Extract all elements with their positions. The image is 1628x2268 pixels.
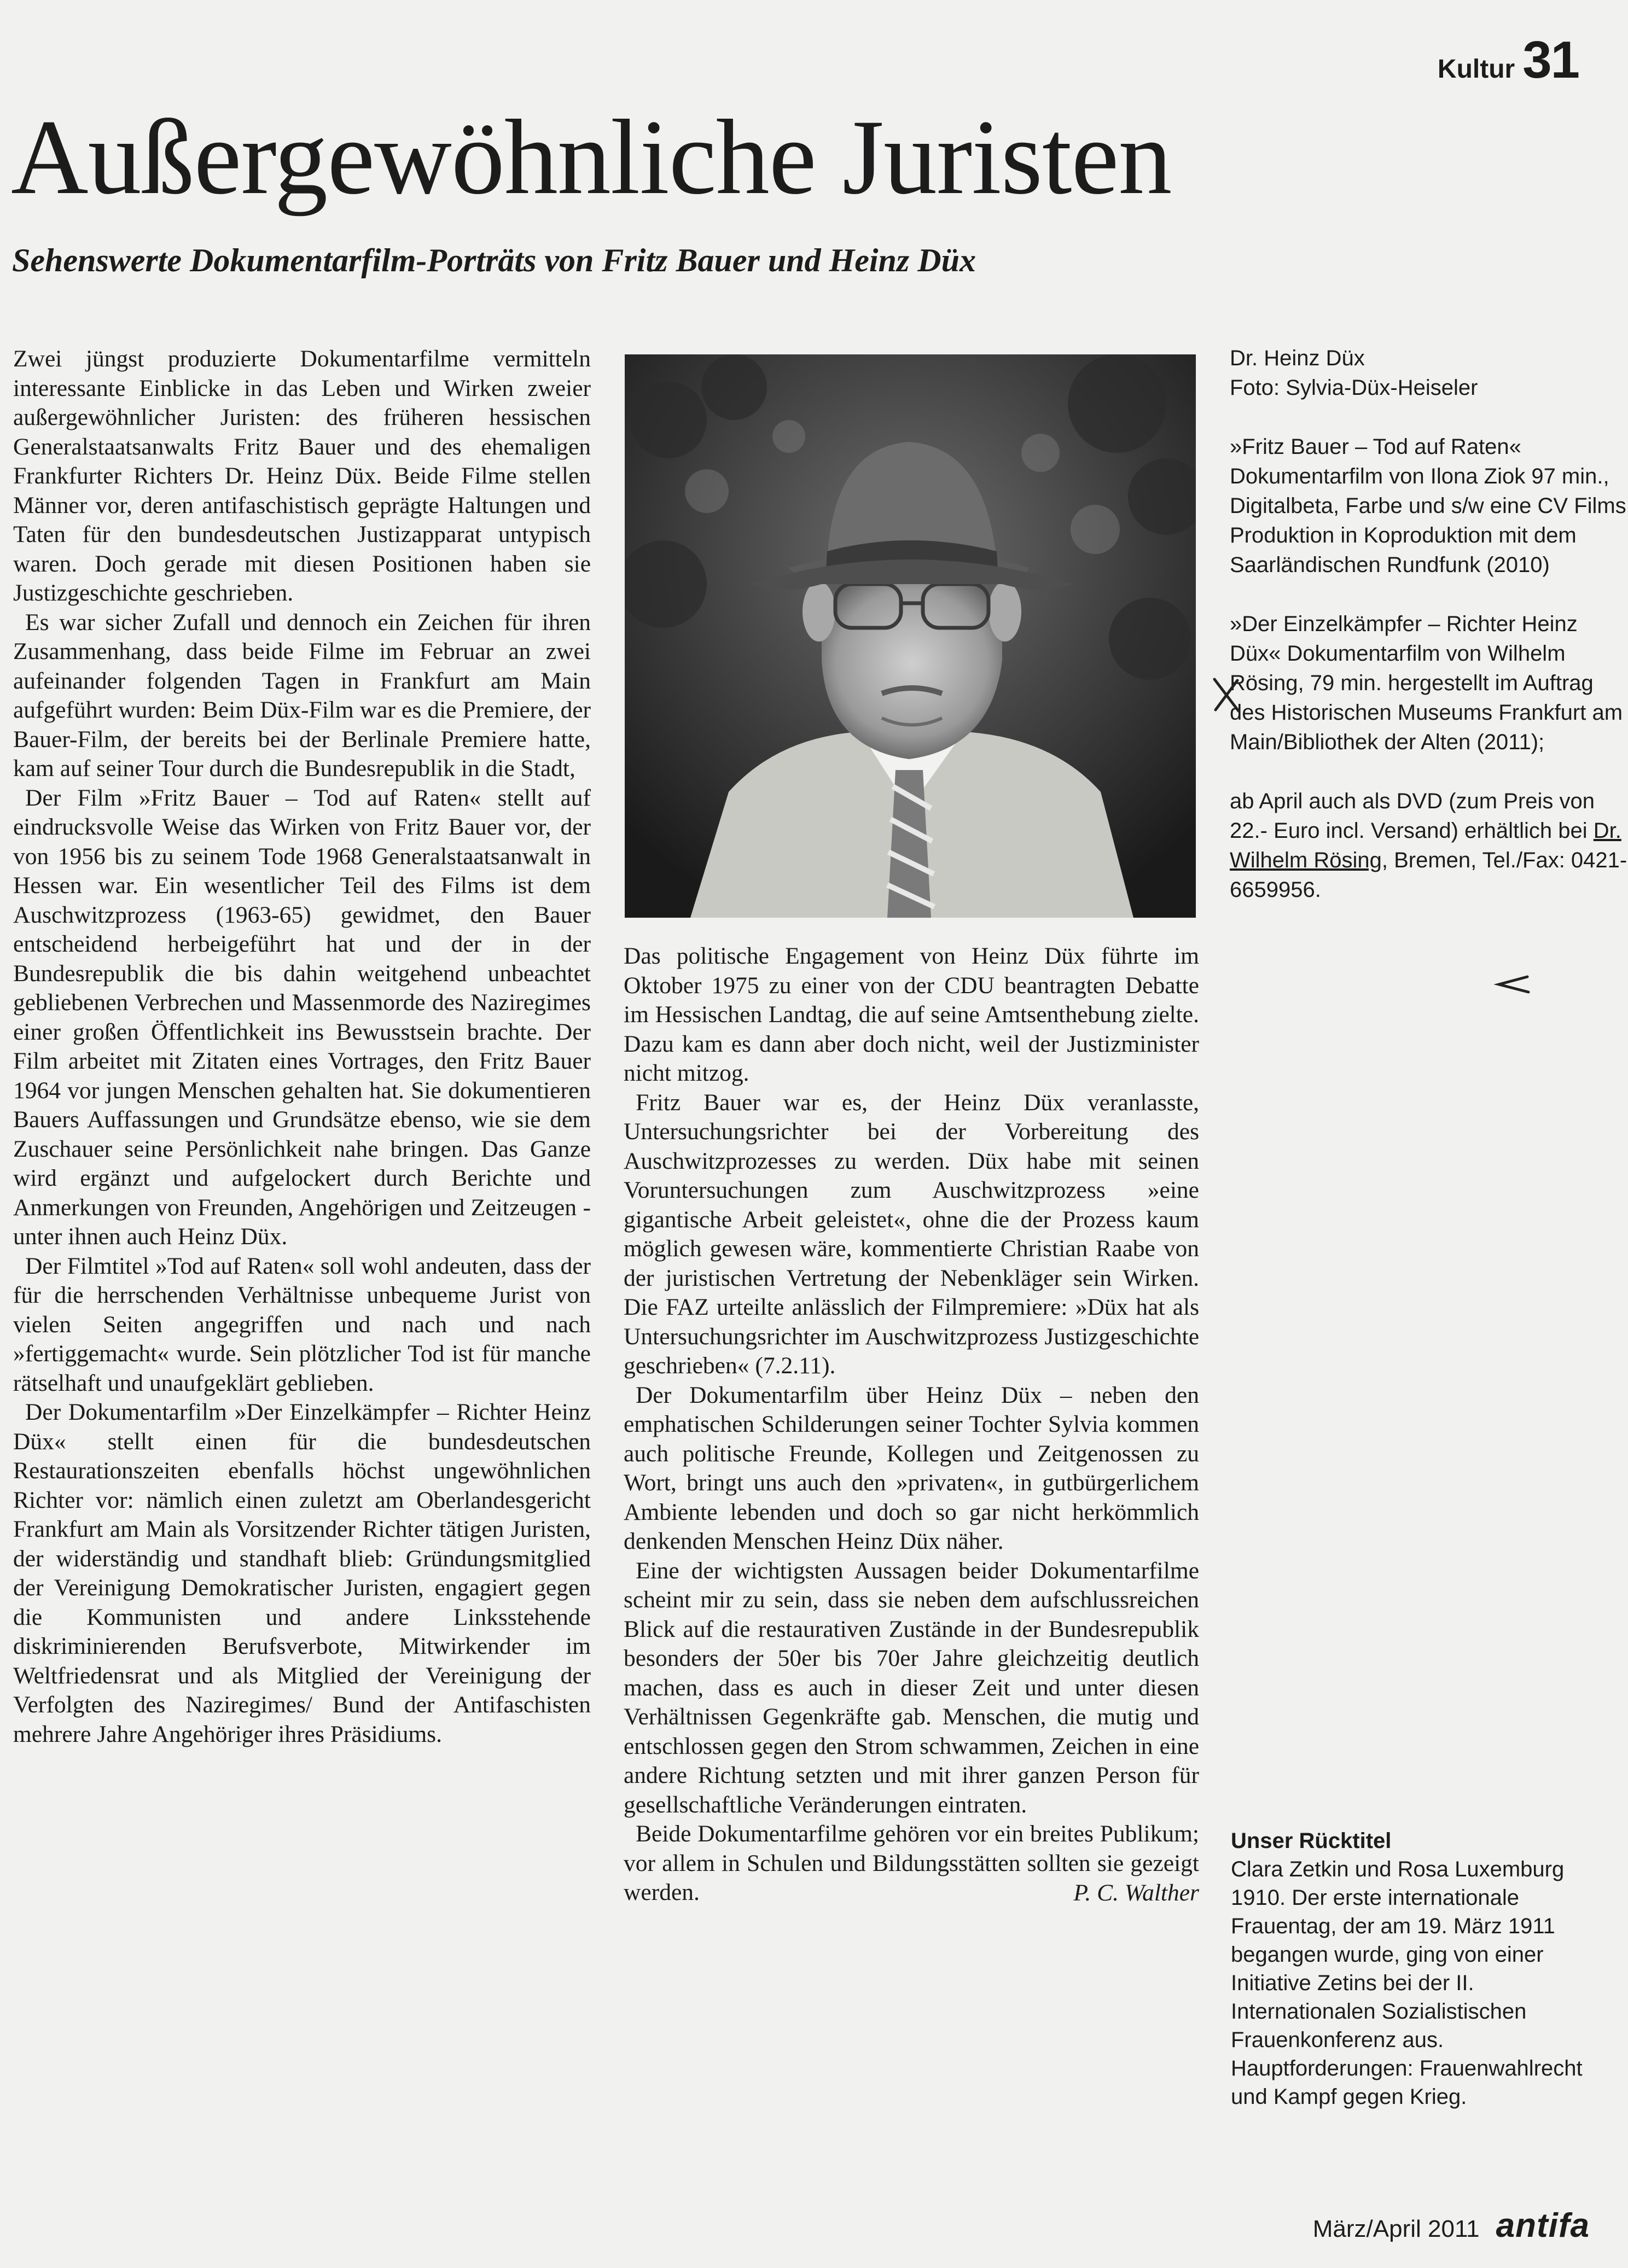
article-paragraph: Das politische Engagement von Heinz Düx führte im Oktober 1975 zu einer von der CDU beantragten Debatte im Hessischen Landtag, die auf seine Amtsenthebung zielte. Dazu kam es dann aber doch nicht, weil der Justizminister nicht mitzog. bbox=[624, 943, 1199, 1086]
section-name: Kultur bbox=[1437, 55, 1515, 84]
back-cover-caption bbox=[1231, 1827, 1619, 2111]
portrait-photo bbox=[625, 354, 1196, 918]
article-paragraph: Eine der wichtigsten Aussagen beider Dokumentarfilme scheint mir zu sein, dass sie neben dem aufschlussreichen Blick auf die restaurativen Zustände in der Bundesrepublik besonders der 50er bis 70er Jahre gleichzeitig deutlich machen, dass es auch in dieser Zeit und unter diesen Verhältnissen Gegenkräfte gab. Menschen, die mutig und entschlossen gegen den Strom schwammen, Zeichen in eine andere Richtung setzten und mit ihrer ganzen Person für gesellschaftliche Veränderungen eintraten. bbox=[624, 1557, 1199, 1818]
issue-date: März/April 2011 bbox=[1312, 2215, 1480, 2242]
article-column-2 bbox=[624, 942, 1199, 1908]
page-footer bbox=[1313, 2206, 1590, 2245]
dvd-info bbox=[1230, 786, 1628, 905]
magazine-logo: antifa bbox=[1496, 2207, 1590, 2244]
article-paragraph: Der Filmtitel »Tod auf Raten« soll wohl andeuten, dass der für die herrschenden Verhältnisse unbequeme Jurist von vielen Seiten angegriffen und nach und nach »fertiggemacht« wurde. Sein plötzlicher Tod ist für manche rätselhaft und unaufgeklärt geblieben. bbox=[13, 1252, 591, 1396]
dvd-info-prefix: ab April auch als DVD (zum Preis von 22.- Euro incl. Versand) erhältlich bei bbox=[1230, 789, 1595, 843]
dvd-info-suffix: , Bremen, Tel./Fax: 0421-6659956. bbox=[1230, 848, 1627, 902]
headline: Außergewöhnliche Juristen bbox=[11, 98, 1172, 217]
back-cover-title: Unser Rücktitel bbox=[1231, 1829, 1392, 1853]
page-header bbox=[1438, 30, 1579, 90]
article-paragraph: Der Film »Fritz Bauer – Tod auf Raten« stellt auf eindrucksvolle Weise das Wirken von Fritz Bauer vor, der von 1956 bis zu seinem Tode 1968 Generalstaatsanwalt in Hessen war. Ein wesentlicher Teil des Films ist dem Auschwitzprozess (1963-65) gewidmet, den Bauer entscheidend herbeigeführt hat und der in der Bundesrepublik die bis dahin weitgehend unbeachtet gebliebenen Verbrechen und Massenmorde des Naziregimes einer großen Öffentlichkeit ins Bewusstsein brachte. Der Film arbeitet mit Zitaten eines Vortrages, den Fritz Bauer 1964 vor jungen Menschen gehalten hat. Sie dokumentieren Bauers Auffassungen und Grundsätze ebenso, wie sie dem Zuschauer seine Persönlichkeit nahe bringen. Das Ganze wird ergänzt und aufgelockert durch Berichte und Anmerkungen von Freunden, Angehörigen und Zeitzeugen - unter ihnen auch Heinz Düx. bbox=[13, 784, 591, 1250]
page-number: 31 bbox=[1522, 31, 1579, 89]
author-signature: P. C. Walther bbox=[1073, 1879, 1199, 1906]
photo-caption-name: Dr. Heinz Düx bbox=[1230, 346, 1365, 370]
article-paragraph: Der Dokumentarfilm »Der Einzelkämpfer – Richter Heinz Düx« stellt einen für die bundesdeutschen Restaurationszeiten ebenfalls höchst ungewöhnlichen Richter vor: nämlich einen zuletzt am Oberlandesgericht Frankfurt am Main als Vorsitzender Richter tätigen Juristen, der widerständig und standhaft blieb: Gründungsmitglied der Vereinigung Demokratischer Juristen, engagiert gegen die Kommunisten und andere Linksstehende diskriminierenden Berufsverbote, Mitwirkender im Weltfriedensrat und als Mitglied der Vereinigung der Verfolgten des Naziregimes/ Bund der Antifaschisten mehrere Jahre Angehöriger ihres Präsidiums. bbox=[13, 1399, 591, 1747]
article-column-1 bbox=[13, 345, 591, 1749]
photo-credit: Foto: Sylvia-Düx-Heiseler bbox=[1230, 376, 1478, 400]
photo-caption bbox=[1230, 343, 1628, 403]
film-info-bauer: »Fritz Bauer – Tod auf Raten« Dokumentarfilm von Ilona Ziok 97 min., Digitalbeta, Farbe und s/w eine CV Films Produktion in Koproduktion mit dem Saarländischen Rundfunk (2010) bbox=[1230, 435, 1626, 577]
article-paragraph: Beide Dokumentarfilme gehören vor ein breites Publikum; vor allem in Schulen und Bildungsstätten sollten sie gezeigt werden. bbox=[624, 1821, 1199, 1905]
back-cover-text: Clara Zetkin und Rosa Luxemburg 1910. Der erste internationale Frauentag, der am 19. März 1911 begangen wurde, ging von einer Initiative Zetins bei der II. Internationalen Sozialistischen Frauenkonferenz aus. Hauptforderungen: Frauenwahlrecht und Kampf gegen Krieg. bbox=[1231, 1857, 1583, 2109]
subheadline: Sehenswerte Dokumentarfilm-Porträts von Fritz Bauer und Heinz Düx bbox=[12, 242, 976, 278]
article-paragraph: Zwei jüngst produzierte Dokumentarfilme vermitteln interessante Einblicke in das Leben und Wirken zweier außergewöhnlicher Juristen: des früheren hessischen Generalstaatsanwalts Fritz Bauer und des ehemaligen Frankfurter Richters Dr. Heinz Düx. Beide Filme stellen Männer vor, deren antifaschistisch geprägte Haltungen und Taten für den bundesdeutschen Justizapparat untypisch waren. Doch gerade mit diesen Positionen haben sie Justizgeschichte geschrieben. bbox=[13, 346, 591, 606]
dvd-contact-name: Dr. Wilhelm Rösing bbox=[1230, 819, 1621, 872]
handwritten-x-mark-icon bbox=[1210, 676, 1243, 714]
film-info-sidebar bbox=[1230, 343, 1628, 934]
article-paragraph: Der Dokumentarfilm über Heinz Düx – neben den emphatischen Schilderungen seiner Tochter Sylvia kommen auch politische Freunde, Kollegen und Zeitgenossen zu Wort, bringt uns auch den »privaten«, in gutbürgerlichem Ambiente lebenden und doch so gar nicht herkömmlich denkenden Menschen Heinz Düx näher. bbox=[624, 1381, 1199, 1554]
article-paragraph: Fritz Bauer war es, der Heinz Düx veranlasste, Untersuchungsrichter bei der Vorbereitung des Auschwitzprozesses zu werden. Düx habe mit seinen Voruntersuchungen zum Auschwitzprozess »eine gigantische Arbeit geleistet«, ohne die der Prozess kaum möglich gewesen wäre, kommentierte Christian Raabe von der juristischen Vertretung der Nebenkläger sein Wirken. Die FAZ urteilte anlässlich der Filmpremiere: »Düx hat als Untersuchungsrichter im Auschwitzprozess Justizgeschichte geschrieben« (7.2.11). bbox=[624, 1089, 1199, 1379]
handwritten-arrow-mark-icon bbox=[1493, 973, 1532, 995]
portrait-illustration bbox=[625, 354, 1196, 918]
film-info-duex: »Der Einzelkämpfer – Richter Heinz Düx« Dokumentarfilm von Wilhelm Rösing, 79 min. hergestellt im Auftrag des Historischen Museums Frankfurt am Main/Bibliothek der Alten (2011); bbox=[1230, 612, 1623, 754]
article-paragraph: Es war sicher Zufall und dennoch ein Zeichen für ihren Zusammenhang, dass beide Filme im Februar an zwei aufeinander folgenden Tagen in Frankfurt am Main aufgeführt wurden: Beim Düx-Film war es die Premiere, der Bauer-Film, der bereits bei der Berlinale Premiere hatte, kam auf seiner Tour durch die Bundesrepublik in die Stadt, bbox=[13, 609, 591, 782]
